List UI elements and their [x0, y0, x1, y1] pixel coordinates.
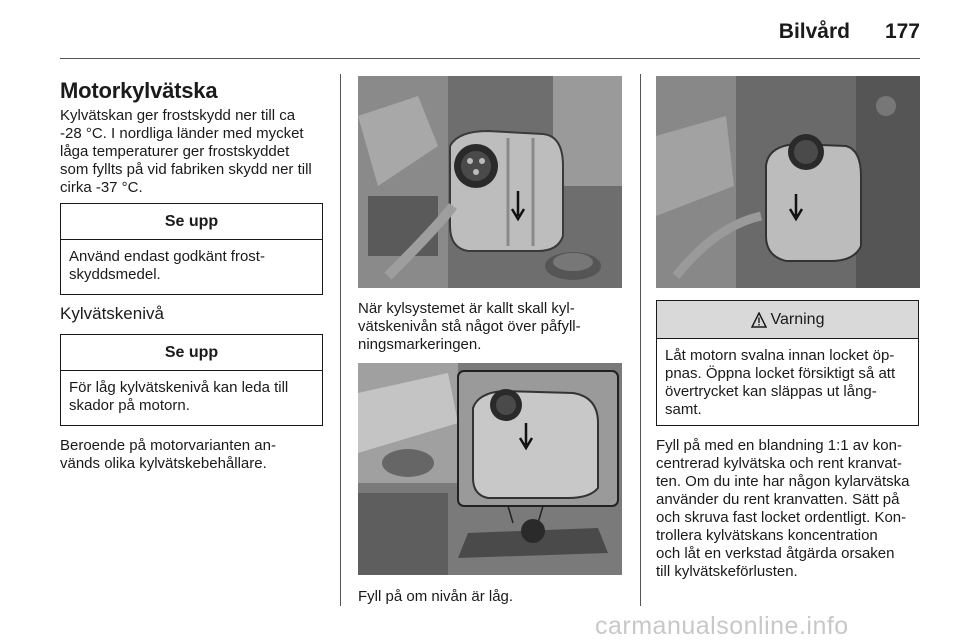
caution-heading: Se upp	[61, 335, 322, 371]
engine-photo-2	[358, 363, 622, 575]
page-number: 177	[884, 20, 920, 43]
caution-box-antifreeze	[60, 203, 323, 295]
section-heading: Motorkylvätska	[60, 78, 218, 103]
engine-photo-3	[656, 76, 920, 288]
photo-caption-level-mark: När kylsystemet är kallt skall kyl- vätskenivån stå något över påfyll- ningsmarkeringen.	[358, 300, 581, 353]
column-divider-1	[340, 74, 341, 606]
warning-text: Låt motorn svalna innan locket öp- pnas. Öppna locket försiktigt så att övertrycket kan släppas ut lång- samt.	[665, 347, 896, 418]
caution-text: För låg kylvätskenivå kan leda till skador på motorn.	[69, 379, 289, 414]
header-rule	[60, 58, 920, 59]
photo-caption-fill-low: Fyll på om nivån är låg.	[358, 588, 514, 605]
subsection-heading: Kylvätskenivå	[60, 304, 164, 323]
caution-text: Använd endast godkänt frost- skyddsmedel.	[69, 248, 265, 283]
engine-photo-1	[358, 76, 622, 288]
caution-box-coolant-level	[60, 334, 323, 426]
section-title: Bilvård	[778, 20, 850, 43]
fill-instructions-paragraph: Fyll på med en blandning 1:1 av kon- centrerad kylvätska och rent kranvat- ten. Om du inte har någon kylarvätska använder du rent kranvatten. Sätt på och skruva fast locket ordentligt. Kon- trollera kylvätskans koncentration och låt en verkstad åtgärda orsaken till kylvätskeförlusten.	[656, 437, 910, 580]
caution-heading: Se upp	[61, 204, 322, 240]
intro-paragraph: Kylvätskan ger frostskydd ner till ca -28 °C. I nordliga länder med mycket låga temperaturer ger frostskyddet som fyllts på vid fabriken skydd ner till cirka -37 °C.	[60, 107, 312, 196]
watermark: carmanualsonline.info	[595, 612, 849, 640]
warning-triangle-icon	[751, 312, 767, 328]
warning-box	[656, 300, 919, 426]
outro-paragraph: Beroende på motorvarianten an- vänds olika kylvätskebehållare.	[60, 437, 276, 472]
warning-heading: Varning	[657, 301, 918, 339]
column-divider-2	[640, 74, 641, 606]
